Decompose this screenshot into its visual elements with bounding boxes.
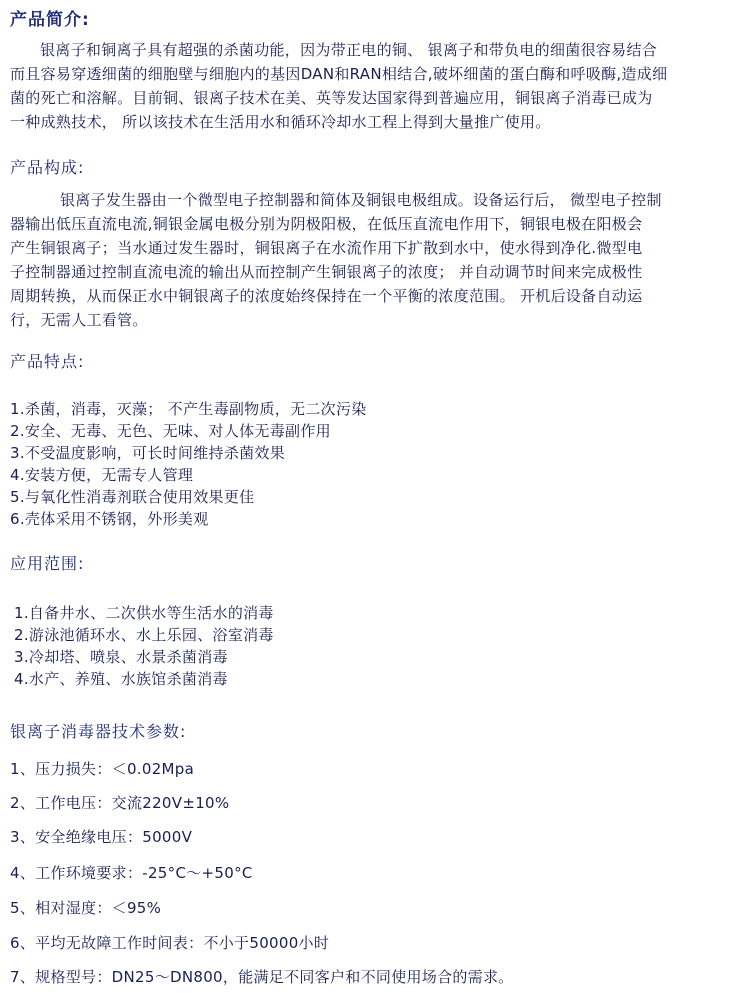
spec-item-5: 5、相对湿度：＜95% (10, 899, 162, 917)
applications-heading: 应用范围: (10, 554, 85, 573)
composition-line-4: 子控制器通过控制直流电流的输出从而控制产生铜银离子的浓度； 并自动调节时间来完成极性 (10, 263, 643, 281)
composition-line-5: 周期转换，从而保正水中铜银离子的浓度始终保持在一个平衡的浓度范围。 开机后设备自动运 (10, 287, 643, 305)
application-item-3: 3.冷却塔、喷泉、水景杀菌消毒 (14, 648, 228, 666)
feature-item-5: 5.与氧化性消毒剂联合使用效果更佳 (10, 488, 255, 506)
intro-line-2: 而且容易穿透细菌的细胞壁与细胞内的基因DAN和RAN相结合,破坏细菌的蛋白酶和呼吸酶,造成细 (10, 65, 668, 83)
feature-item-3: 3.不受温度影响，可长时间维持杀菌效果 (10, 444, 286, 462)
features-heading: 产品特点: (10, 352, 85, 371)
spec-item-6: 6、平均无故障工作时间表：不小于50000小时 (10, 934, 330, 952)
spec-item-7: 7、规格型号：DN25～DN800，能满足不同客户和不同使用场合的需求。 (10, 968, 514, 986)
spec-item-4: 4、工作环境要求：-25°C～+50°C (10, 864, 253, 882)
intro-line-3: 菌的死亡和溶解。目前铜、银离子技术在美、英等发达国家得到普遍应用，铜银离子消毒已成为 (10, 89, 653, 107)
spec-item-2: 2、工作电压：交流220V±10% (10, 794, 230, 812)
spec-item-3: 3、安全绝缘电压：5000V (10, 828, 193, 846)
composition-line-3: 产生铜银离子；当水通过发生器时，铜银离子在水流作用下扩散到水中，使水得到净化.微型电 (10, 239, 643, 257)
composition-line-2: 器输出低压直流电流,铜银金属电极分别为阴极阳极，在低压直流电作用下，铜银电极在阳极会 (10, 215, 643, 233)
application-item-1: 1.自备井水、二次供水等生活水的消毒 (14, 604, 274, 622)
application-item-4: 4.水产、养殖、水族馆杀菌消毒 (14, 670, 228, 688)
composition-line-1: 银离子发生器由一个微型电子控制器和简体及铜银电极组成。设备运行后， 微型电子控制 (60, 191, 662, 209)
specs-heading: 银离子消毒器技术参数: (10, 722, 187, 741)
feature-item-1: 1.杀菌，消毒，灭藻； 不产生毒副物质，无二次污染 (10, 400, 367, 418)
intro-heading: 产品简介: (10, 10, 90, 30)
application-item-2: 2.游泳池循环水、水上乐园、浴室消毒 (14, 626, 274, 644)
feature-item-2: 2.安全、无毒、无色、无味、对人体无毒副作用 (10, 422, 331, 440)
feature-item-6: 6.壳体采用不锈钢，外形美观 (10, 510, 209, 528)
spec-item-1: 1、压力损失：＜0.02Mpa (10, 760, 195, 778)
composition-line-6: 行，无需人工看管。 (10, 311, 148, 329)
intro-line-4: 一种成熟技术， 所以该技术在生活用水和循环冷却水工程上得到大量推广使用。 (10, 113, 551, 131)
feature-item-4: 4.安装方便，无需专人管理 (10, 466, 194, 484)
intro-line-1: 银离子和铜离子具有超强的杀菌功能，因为带正电的铜、 银离子和带负电的细菌很容易结合 (40, 41, 658, 59)
composition-heading: 产品构成: (10, 158, 85, 177)
